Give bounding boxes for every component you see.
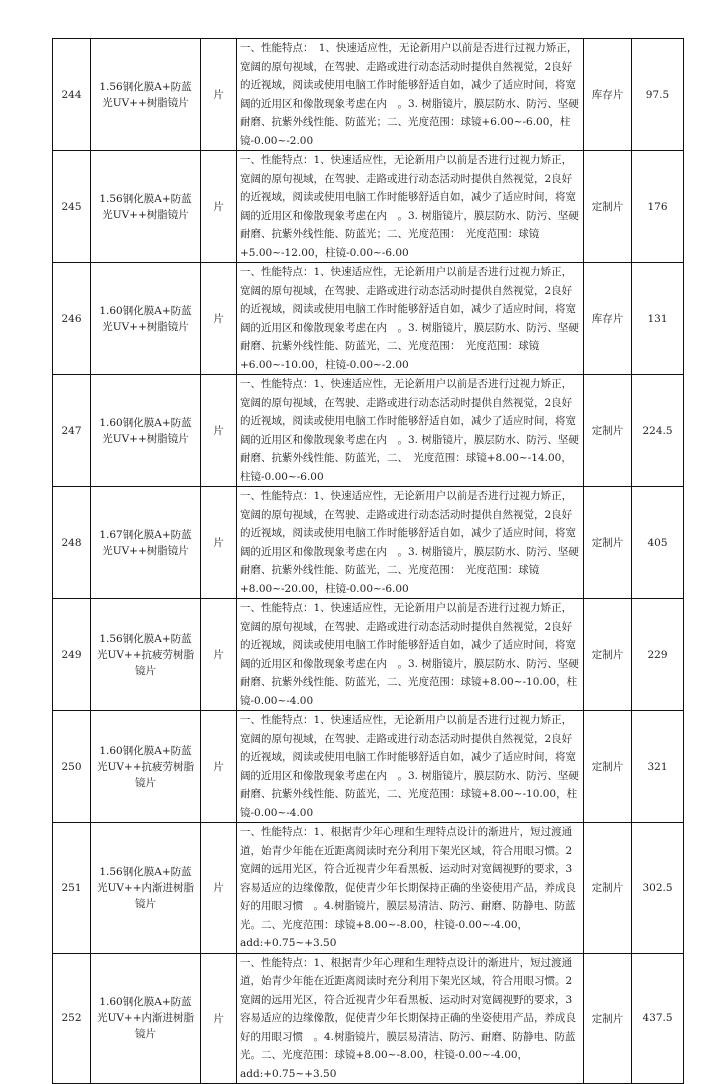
product-name-cell — [91, 953, 201, 1084]
product-table-body — [53, 39, 684, 1084]
price: 176 — [647, 200, 668, 213]
unit-cell — [201, 953, 237, 1084]
table-row — [53, 151, 684, 263]
unit-cell — [201, 711, 237, 823]
row-number: 246 — [61, 312, 82, 325]
product-table — [52, 38, 684, 1084]
product-name: 1.60钢化膜A+防蓝光UV++树脂镜片 — [99, 416, 192, 445]
product-name-cell — [91, 39, 201, 151]
unit-cell — [201, 823, 237, 954]
row-number-cell — [53, 823, 91, 954]
row-number-cell — [53, 375, 91, 487]
product-description-cell — [237, 823, 584, 954]
stock-type-cell — [584, 823, 632, 954]
unit: 片 — [213, 425, 224, 437]
product-description-cell — [237, 599, 584, 711]
price: 437.5 — [642, 1012, 673, 1025]
product-description-cell — [237, 39, 584, 151]
stock-type-cell — [584, 953, 632, 1084]
product-description: 一、性能特点：1、快速适应性，无论新用户以前是否进行过视力矫正，宽阔的原句视域，在驾驶、走路或进行动态活动时提供自然视觉，2良好的近视域，阅读或使用电脑工作时能够舒适自如，减少了适应时间，将宽阔的近用区和像散现象考虑在内 。3. 树脂镜片，膜层防水、防污、坚硬耐磨、抗紫外线性能、防蓝光，二、光度范围：球镜+8.00~-10.00，柱镜-0.00~-4.00 — [240, 602, 579, 707]
product-description: 一、性能特点： 1、快速适应性，无论新用户以前是否进行过视力矫正，宽阔的原句视域，在驾驶、走路或进行动态活动时提供自然视觉，2良好的近视域，阅读或使用电脑工作时能够舒适自如，减少了适应时间，将宽阔的近用区和像散现象考虑在内 。3. 树脂镜片，膜层防水、防污、坚硬耐磨、抗紫外线性能、防蓝光；二、光度范围：球镜+6.00~-6.00，柱镜-0.00~-2.00 — [240, 42, 579, 147]
price-cell — [632, 39, 684, 151]
unit-cell — [201, 375, 237, 487]
product-name: 1.56钢化膜A+防蓝光UV++内渐进树脂镜片 — [96, 865, 195, 910]
row-number-cell — [53, 711, 91, 823]
unit: 片 — [213, 89, 224, 101]
price: 229 — [647, 648, 668, 661]
stock-type: 定制片 — [591, 882, 624, 895]
product-description: 一、性能特点：1、快速适应性，无论新用户以前是否进行过视力矫正，宽阔的原句视域，在驾驶、走路或进行动态活动时提供自然视觉，2良好的近视域，阅读或使用电脑工作时能够舒适自如，减少了适应时间，将宽阔的近用区和像散现象考虑在内 。3. 树脂镜片，膜层防水、防污、坚硬耐磨、抗紫外线性能、防蓝光，二、 光度范围：球镜+8.00~-14.00，柱镜-0.00~-6.00 — [240, 378, 579, 483]
row-number: 251 — [61, 881, 82, 894]
unit-cell — [201, 263, 237, 375]
unit: 片 — [213, 537, 224, 549]
table-row — [53, 711, 684, 823]
stock-type-cell — [584, 599, 632, 711]
product-description: 一、性能特点：1、快速适应性，无论新用户以前是否进行过视力矫正，宽阔的原句视域，在驾驶、走路或进行动态活动时提供自然视觉，2良好的近视域，阅读或使用电脑工作时能够舒适自如，减少了适应时间，将宽阔的近用区和像散现象考虑在内 。3. 树脂镜片，膜层防水、防污、坚硬耐磨、抗紫外线性能、防蓝光，二、光度范围： 光度范围：球镜+6.00~-10.00，柱镜-0.00~-2.00 — [240, 266, 579, 371]
unit: 片 — [213, 882, 224, 895]
stock-type-cell — [584, 711, 632, 823]
row-number: 252 — [61, 1012, 82, 1025]
table-row — [53, 487, 684, 599]
stock-type: 定制片 — [591, 425, 624, 437]
product-description-cell — [237, 263, 584, 375]
table-row — [53, 599, 684, 711]
table-row — [53, 953, 684, 1084]
product-name: 1.56钢化膜A+防蓝光UV++树脂镜片 — [99, 80, 192, 109]
price-cell — [632, 823, 684, 954]
product-name-cell — [91, 823, 201, 954]
product-name-cell — [91, 375, 201, 487]
product-description: 一、性能特点：1、快速适应性，无论新用户以前是否进行过视力矫正，宽阔的原句视域，在驾驶、走路或进行动态活动时提供自然视觉，2良好的近视域，阅读或使用电脑工作时能够舒适自如，减少了适应时间，将宽阔的近用区和像散现象考虑在内 。3. 树脂镜片，膜层防水、防污、坚硬耐磨、抗紫外线性能、防蓝光，二、光度范围： 光度范围：球镜+8.00~-20.00，柱镜-0.00~-6.00 — [240, 490, 579, 595]
unit: 片 — [213, 649, 224, 661]
product-description: 一、性能特点：1、快速适应性，无论新用户以前是否进行过视力矫正，宽阔的原句视域，在驾驶、走路或进行动态活动时提供自然视觉，2良好的近视域，阅读或使用电脑工作时能够舒适自如，减少了适应时间，将宽阔的近用区和像散现象考虑在内 。3. 树脂镜片，膜层防水、防污、坚硬耐磨、抗紫外线性能、防蓝光；二、光度范围： 光度范围：球镜+5.00~-12.00，柱镜-0.00~-6.00 — [240, 154, 579, 259]
stock-type-cell — [584, 263, 632, 375]
stock-type: 库存片 — [591, 313, 624, 325]
row-number: 248 — [61, 536, 82, 549]
unit-cell — [201, 39, 237, 151]
product-name: 1.56钢化膜A+防蓝光UV++抗疲劳树脂镜片 — [96, 632, 195, 677]
stock-type-cell — [584, 375, 632, 487]
row-number-cell — [53, 487, 91, 599]
row-number: 244 — [61, 88, 82, 101]
stock-type-cell — [584, 151, 632, 263]
row-number: 245 — [61, 200, 82, 213]
price-cell — [632, 151, 684, 263]
product-description: 一、性能特点：1、快速适应性，无论新用户以前是否进行过视力矫正，宽阔的原句视域，在驾驶、走路或进行动态活动时提供自然视觉，2良好的近视域，阅读或使用电脑工作时能够舒适自如，减少了适应时间，将宽阔的近用区和像散现象考虑在内 。3. 树脂镜片，膜层防水、防污、坚硬耐磨、抗紫外线性能、防蓝光，二、光度范围：球镜+8.00~-10.00，柱镜-0.00~-4.00 — [240, 714, 579, 819]
price-cell — [632, 487, 684, 599]
unit-cell — [201, 487, 237, 599]
product-description-cell — [237, 711, 584, 823]
price: 224.5 — [642, 424, 673, 437]
unit: 片 — [213, 201, 224, 213]
row-number: 250 — [61, 760, 82, 773]
product-name: 1.60钢化膜A+防蓝光UV++抗疲劳树脂镜片 — [96, 744, 195, 789]
price: 321 — [647, 760, 668, 773]
stock-type: 定制片 — [591, 649, 624, 661]
product-name-cell — [91, 263, 201, 375]
table-row — [53, 39, 684, 151]
price: 405 — [647, 536, 668, 549]
product-name-cell — [91, 151, 201, 263]
product-description: 一、性能特点：1、根据青少年心理和生理特点设计的渐进片，短过渡通道，始青少年能在近距离阅读时充分利用下架光区域，符合用眼习惯。2宽阔的远用光区，符合近视青少年看黑板、运动时对宽阔视野的要求，3容易适应的边缘像散，促使青少年长期保持正确的坐姿使用产品，养成良好的用眼习惯 。4.树脂镜片，膜层易清洁、防污、耐磨、防静电、防蓝光。二、光度范围：球镜+8.00~-8.00，柱镜-0.00~-4.00，add:+0.75~+3.50 — [240, 956, 576, 1080]
product-name-cell — [91, 487, 201, 599]
price: 97.5 — [645, 88, 670, 101]
stock-type: 库存片 — [591, 89, 624, 101]
stock-type: 定制片 — [591, 201, 624, 213]
product-name: 1.67钢化膜A+防蓝光UV++树脂镜片 — [99, 528, 192, 557]
product-name-cell — [91, 599, 201, 711]
unit-cell — [201, 599, 237, 711]
stock-type-cell — [584, 487, 632, 599]
price-cell — [632, 711, 684, 823]
price-cell — [632, 953, 684, 1084]
stock-type: 定制片 — [591, 761, 624, 773]
product-description-cell — [237, 953, 584, 1084]
unit: 片 — [213, 761, 224, 773]
unit: 片 — [213, 1012, 224, 1025]
row-number: 247 — [61, 424, 82, 437]
row-number-cell — [53, 39, 91, 151]
row-number: 249 — [61, 648, 82, 661]
product-description: 一、性能特点：1、根据青少年心理和生理特点设计的渐进片，短过渡通道，始青少年能在近距离阅读时充分利用下架光区域，符合用眼习惯。2宽阔的远用光区，符合近视青少年看黑板、运动时对宽阔视野的要求，3容易适应的边缘像散，促使青少年长期保持正确的坐姿使用产品，养成良好的用眼习惯 。4.树脂镜片，膜层易清洁、防污、耐磨、防静电、防蓝光。二、光度范围：球镜+8.00~-8.00，柱镜-0.00~-4.00，add:+0.75~+3.50 — [240, 826, 576, 949]
table-row — [53, 823, 684, 954]
row-number-cell — [53, 599, 91, 711]
product-description-cell — [237, 151, 584, 263]
stock-type: 定制片 — [591, 1012, 624, 1025]
unit-cell — [201, 151, 237, 263]
row-number-cell — [53, 151, 91, 263]
price: 131 — [647, 312, 668, 325]
product-description-cell — [237, 487, 584, 599]
stock-type: 定制片 — [591, 537, 624, 549]
product-name: 1.56钢化膜A+防蓝光UV++树脂镜片 — [99, 192, 192, 221]
row-number-cell — [53, 953, 91, 1084]
price-cell — [632, 375, 684, 487]
table-row — [53, 263, 684, 375]
price-cell — [632, 599, 684, 711]
unit: 片 — [213, 313, 224, 325]
product-description-cell — [237, 375, 584, 487]
product-name: 1.60钢化膜A+防蓝光UV++树脂镜片 — [99, 304, 192, 333]
product-name: 1.60钢化膜A+防蓝光UV++内渐进树脂镜片 — [96, 996, 195, 1041]
stock-type-cell — [584, 39, 632, 151]
table-row — [53, 375, 684, 487]
price: 302.5 — [642, 881, 673, 894]
product-name-cell — [91, 711, 201, 823]
row-number-cell — [53, 263, 91, 375]
price-cell — [632, 263, 684, 375]
